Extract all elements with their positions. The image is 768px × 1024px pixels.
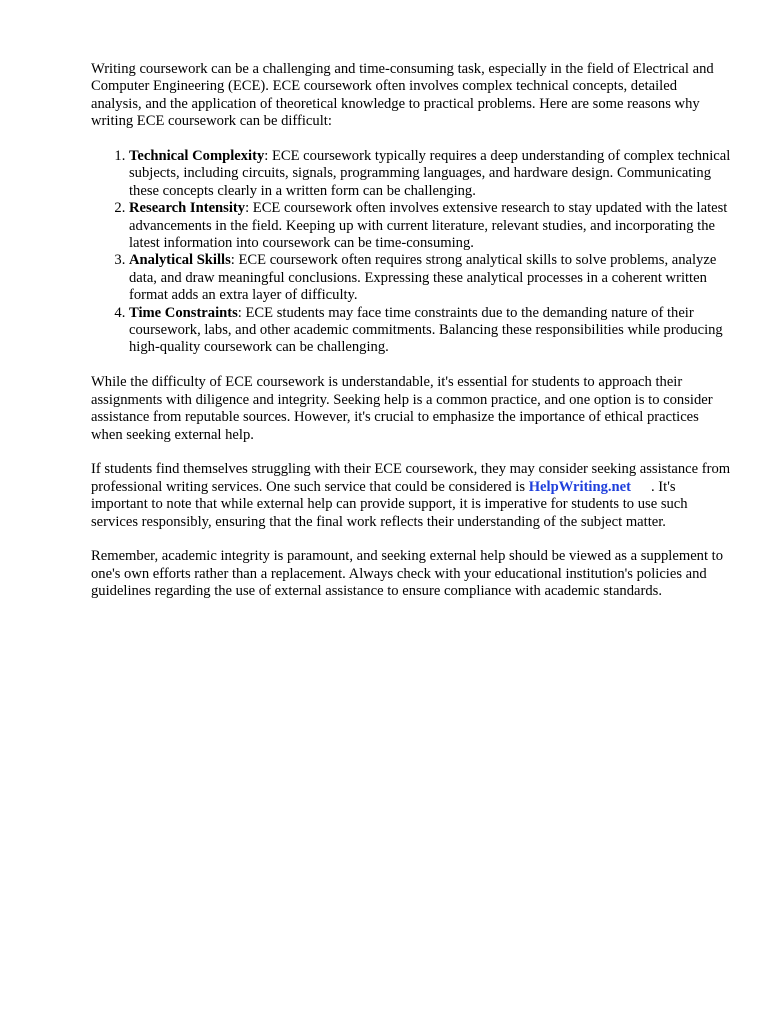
service-text-after: . It's important to note that while external help can provide support, it is imperative for students to use such services responsibly, ensuring that the final work reflects their understanding of the subject matter. (91, 478, 688, 530)
integrity-paragraph: Remember, academic integrity is paramount, and seeking external help should be viewed as a supplement to one's own efforts rather than a replacement. Always check with your educational institution's policies and guidelines regarding the use of external assistance to ensure compliance with academic standards. (91, 548, 724, 600)
reason-term: Technical Complexity (129, 148, 265, 165)
list-item (129, 252, 731, 304)
document-page (91, 61, 731, 618)
reason-text: : ECE students may face time constraints due to the demanding nature of their coursework, labs, and other academic commitments. Balancing these responsibilities while producing high-quality coursework can be challenging. (129, 304, 723, 356)
list-item (129, 200, 731, 252)
helpwriting-link[interactable]: HelpWriting.net (528, 478, 631, 495)
reason-text: : ECE coursework often requires strong analytical skills to solve problems, analyze data, and draw meaningful conclusions. Expressing these analytical processes in a coherent written format adds an extra layer of difficulty. (129, 252, 717, 304)
list-item (129, 305, 731, 357)
reasons-list (91, 148, 731, 357)
intro-paragraph: Writing coursework can be a challenging and time-consuming task, especially in the field of Electrical and Computer Engineering (ECE). ECE coursework often involves complex technical concepts, detailed analysis, and the application of theoretical knowledge to practical problems. Here are some reasons why writing ECE coursework can be difficult: (91, 61, 714, 130)
reason-text: : ECE coursework typically requires a deep understanding of complex technical subjects, including circuits, signals, programming languages, and hardware design. Communicating these concepts clearly in a written form can be challenging. (129, 148, 731, 199)
list-item (129, 148, 731, 200)
difficulty-paragraph: While the difficulty of ECE coursework is understandable, it's essential for students to approach their assignments with diligence and integrity. Seeking help is a common practice, and one option is to consider assistance from reputable sources. However, it's crucial to emphasize the importance of ethical practices when seeking external help. (91, 374, 713, 443)
reason-term: Analytical Skills (129, 252, 231, 269)
reason-term: Research Intensity (129, 200, 246, 217)
service-text-before: If students find themselves struggling with their ECE coursework, they may consider seeking assistance from professional writing services. One such service that could be considered is (91, 461, 731, 495)
reason-term: Time Constraints (129, 304, 238, 321)
service-paragraph (91, 461, 731, 531)
reason-text: : ECE coursework often involves extensive research to stay updated with the latest advancements in the field. Keeping up with current literature, relevant studies, and incorporating the latest information into coursework can be time-consuming. (129, 200, 728, 252)
